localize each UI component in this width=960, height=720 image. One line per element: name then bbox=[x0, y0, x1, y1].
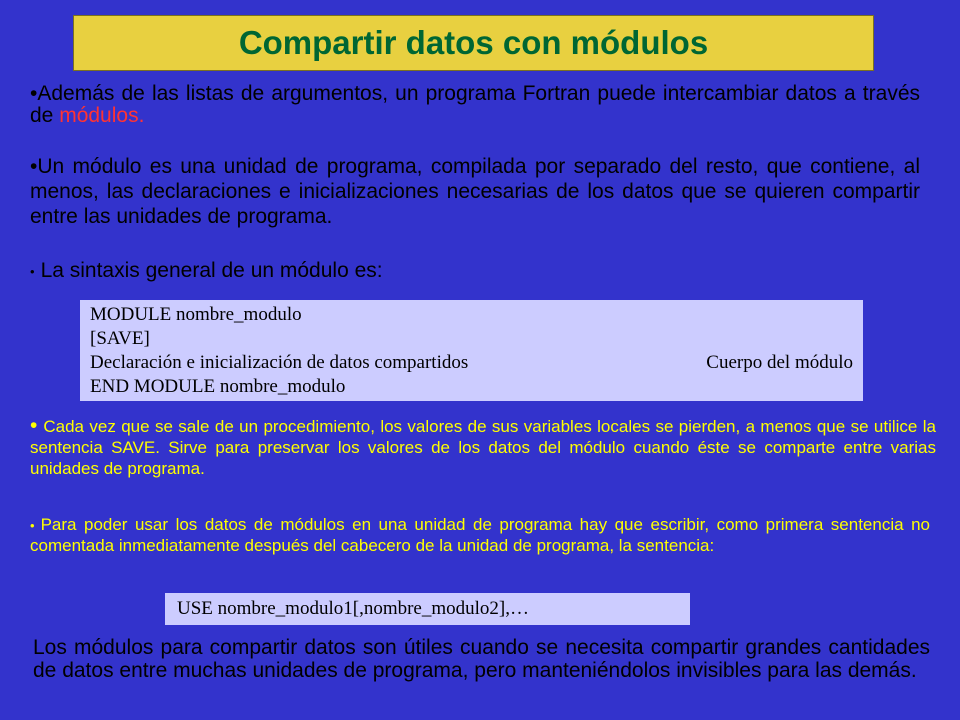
module-syntax-box bbox=[80, 300, 863, 401]
bullet-save-statement bbox=[30, 415, 936, 479]
bullet-marker: • bbox=[30, 263, 35, 279]
bullet-text: La sintaxis general de un módulo es: bbox=[40, 259, 383, 282]
highlight-modulos: módulos. bbox=[59, 104, 145, 127]
use-syntax-box: USE nombre_modulo1[,nombre_modulo2],… bbox=[165, 593, 690, 625]
closing-paragraph: Los módulos para compartir datos son útiles cuando se necesita compartir grandes cantidades de datos entre muchas unidades de programa, pero manteniéndolos invisibles para las demás. bbox=[33, 636, 930, 682]
title-banner bbox=[73, 15, 874, 71]
bullet-text: Un módulo es una unidad de programa, compilada por separado del resto, que contiene, al menos, las declaraciones e inicializaciones necesarias de los datos que se quieren compartir entre las unidades de programa. bbox=[30, 155, 920, 228]
code-body-note: Cuerpo del módulo bbox=[706, 352, 853, 373]
bullet-marker: • bbox=[30, 155, 38, 178]
bullet-syntax-intro bbox=[30, 258, 920, 284]
code-line-end-module: END MODULE nombre_modulo bbox=[90, 376, 346, 397]
bullet-marker: • bbox=[30, 414, 38, 437]
bullet-use-statement bbox=[30, 515, 930, 556]
bullet-module-definition bbox=[30, 154, 920, 229]
page-title: Compartir datos con módulos bbox=[238, 24, 709, 61]
bullet-marker: • bbox=[30, 517, 35, 533]
bullet-text: Cada vez que se sale de un procedimiento, los valores de sus variables locales se pierden, a menos que se utilice la sentencia SAVE. Sirve para preservar los valores de los datos del módulo cuando éste se comparte entre varias unidades de programa. bbox=[30, 417, 936, 478]
bullet-marker: • bbox=[30, 82, 38, 105]
code-declarations-text: Declaración e inicialización de datos compartidos bbox=[90, 352, 469, 373]
code-line-declarations bbox=[90, 351, 853, 375]
bullet-text: Para poder usar los datos de módulos en una unidad de programa hay que escribir, como primera sentencia no comentada inmediatamente después del cabecero de la unidad de programa, la sentencia: bbox=[30, 515, 930, 555]
bullet-text: Además de las listas de argumentos, un programa Fortran puede intercambiar datos a través de bbox=[30, 82, 920, 127]
code-line-module: MODULE nombre_modulo bbox=[90, 304, 302, 325]
code-line-save: [SAVE] bbox=[90, 328, 150, 349]
bullet-modules-intro bbox=[30, 83, 920, 127]
